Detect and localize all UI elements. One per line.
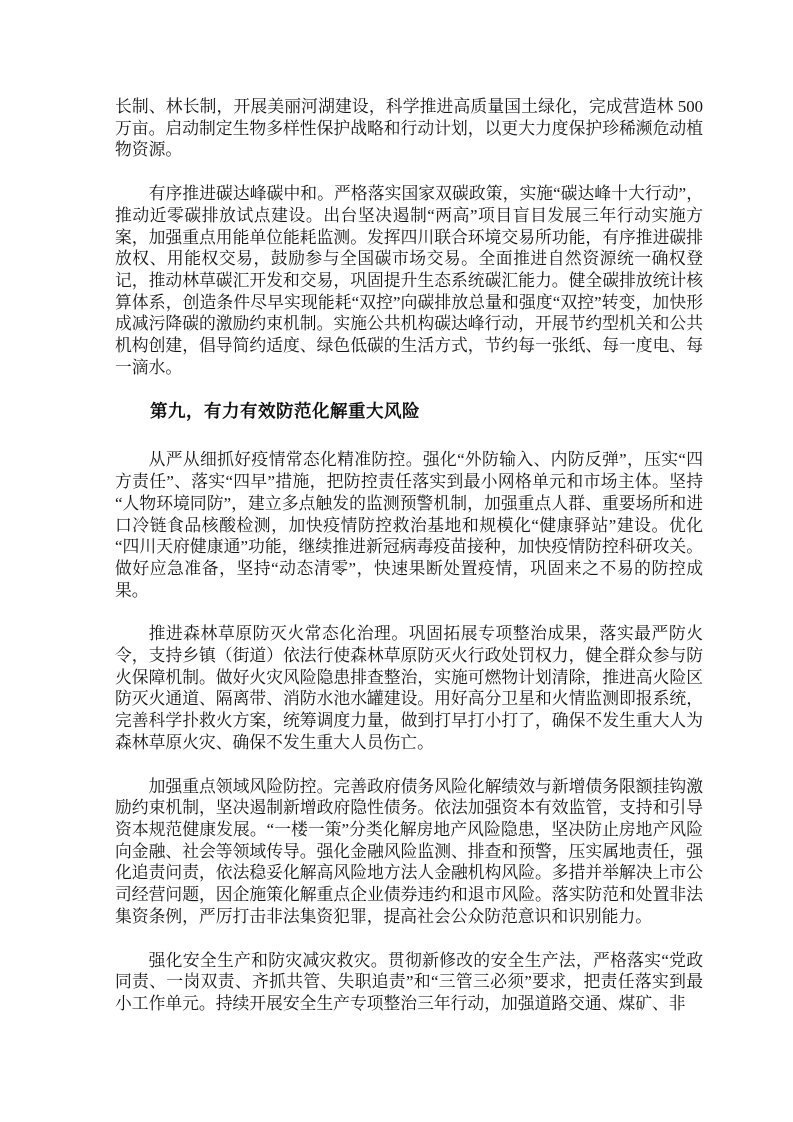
paragraph-epidemic-control: 从严从细抓好疫情常态化精准防控。强化“外防输入、内防反弹”，压实“四方责任”、落实“四早”措施，把防控责任落实到最小网格单元和市场主体。坚持“人物环境同防”，建立多点触发的监测预警机制，加强重点人群、重要场所和进口冷链食品核酸检测，加快疫情防控救治基地和规模化“健康驿站”建设。优化“四川天府健康通”功能，继续推进新冠病毒疫苗接种，加快疫情防控科研攻关。做好应急准备，坚持“动态清零”，快速果断处置疫情，巩固来之不易的防控成果。 bbox=[115, 450, 703, 600]
paragraph-forest-fire-prevention: 推进森林草原防灭火常态化治理。巩固拓展专项整治成果，落实最严防火令，支持乡镇（街道）依法行使森林草原防灭火行政处罚权力，健全群众参与防火保障机制。做好火灾风险隐患排查整治，实施可燃物计划清除，推进高火险区防灭火通道、隔离带、消防水池水罐建设。用好高分卫星和火情监测即报系统，完善科学扑救火方案，统筹调度力量，做到打早打小打了，确保不发生重大人为森林草原火灾、确保不发生重大人员伤亡。 bbox=[115, 624, 703, 752]
paragraph-carryover-land-greening: 长制、林长制，开展美丽河湖建设，科学推进高质量国土绿化，完成营造林 500 万亩。启动制定生物多样性保护战略和行动计划，以更大力度保护珍稀濒危动植物资源。 bbox=[115, 97, 703, 160]
paragraph-key-area-financial-risk: 加强重点领域风险防控。完善政府债务风险化解绩效与新增债务限额挂钩激励约束机制，坚决遏制新增政府隐性债务。依法加强资本有效监管，支持和引导资本规范健康发展。“一楼一策”分类化解房地产风险隐患，坚决防止房地产风险向金融、社会等领域传导。强化金融风险监测、排查和预警，压实属地责任，强化追责问责，依法稳妥化解高风险地方法人金融机构风险。多措并举解决上市公司经营问题，因企施策化解重点企业债券违约和退市风险。落实防范和处置非法集资条例，严厉打击非法集资犯罪，提高社会公众防范意识和识别能力。 bbox=[115, 776, 703, 926]
section-heading-risk-prevention: 第九，有力有效防范化解重大风险 bbox=[150, 401, 420, 422]
paragraph-carbon-peak-neutrality: 有序推进碳达峰碳中和。严格落实国家双碳政策，实施“碳达峰十大行动”，推动近零碳排放试点建设。出台坚决遏制“两高”项目盲目发展三年行动实施方案，加强重点用能单位能耗监测。发挥四川联合环境交易所功能，有序推进碳排放权、用能权交易，鼓励参与全国碳市场交易。全面推进自然资源统一确权登记，推动林草碳汇开发和交易，巩固提升生态系统碳汇能力。健全碳排放统计核算体系，创造条件尽早实现能耗“双控”向碳排放总量和强度“双控”转变，加快形成减污降碳的激励约束机制。实施公共机构碳达峰行动，开展节约型机关和公共机构创建，倡导简约适度、绿色低碳的生活方式，节约每一张纸、每一度电、每一滴水。 bbox=[115, 184, 703, 377]
paragraph-work-safety-disaster-relief: 强化安全生产和防灾减灾救灾。贯彻新修改的安全生产法，严格落实“党政同责、一岗双责、齐抓共管、失职追责”和“三管三必须”要求，把责任落实到最小工作单元。持续开展安全生产专项整治三年行动，加强道路交通、煤矿、非 bbox=[115, 950, 703, 1013]
